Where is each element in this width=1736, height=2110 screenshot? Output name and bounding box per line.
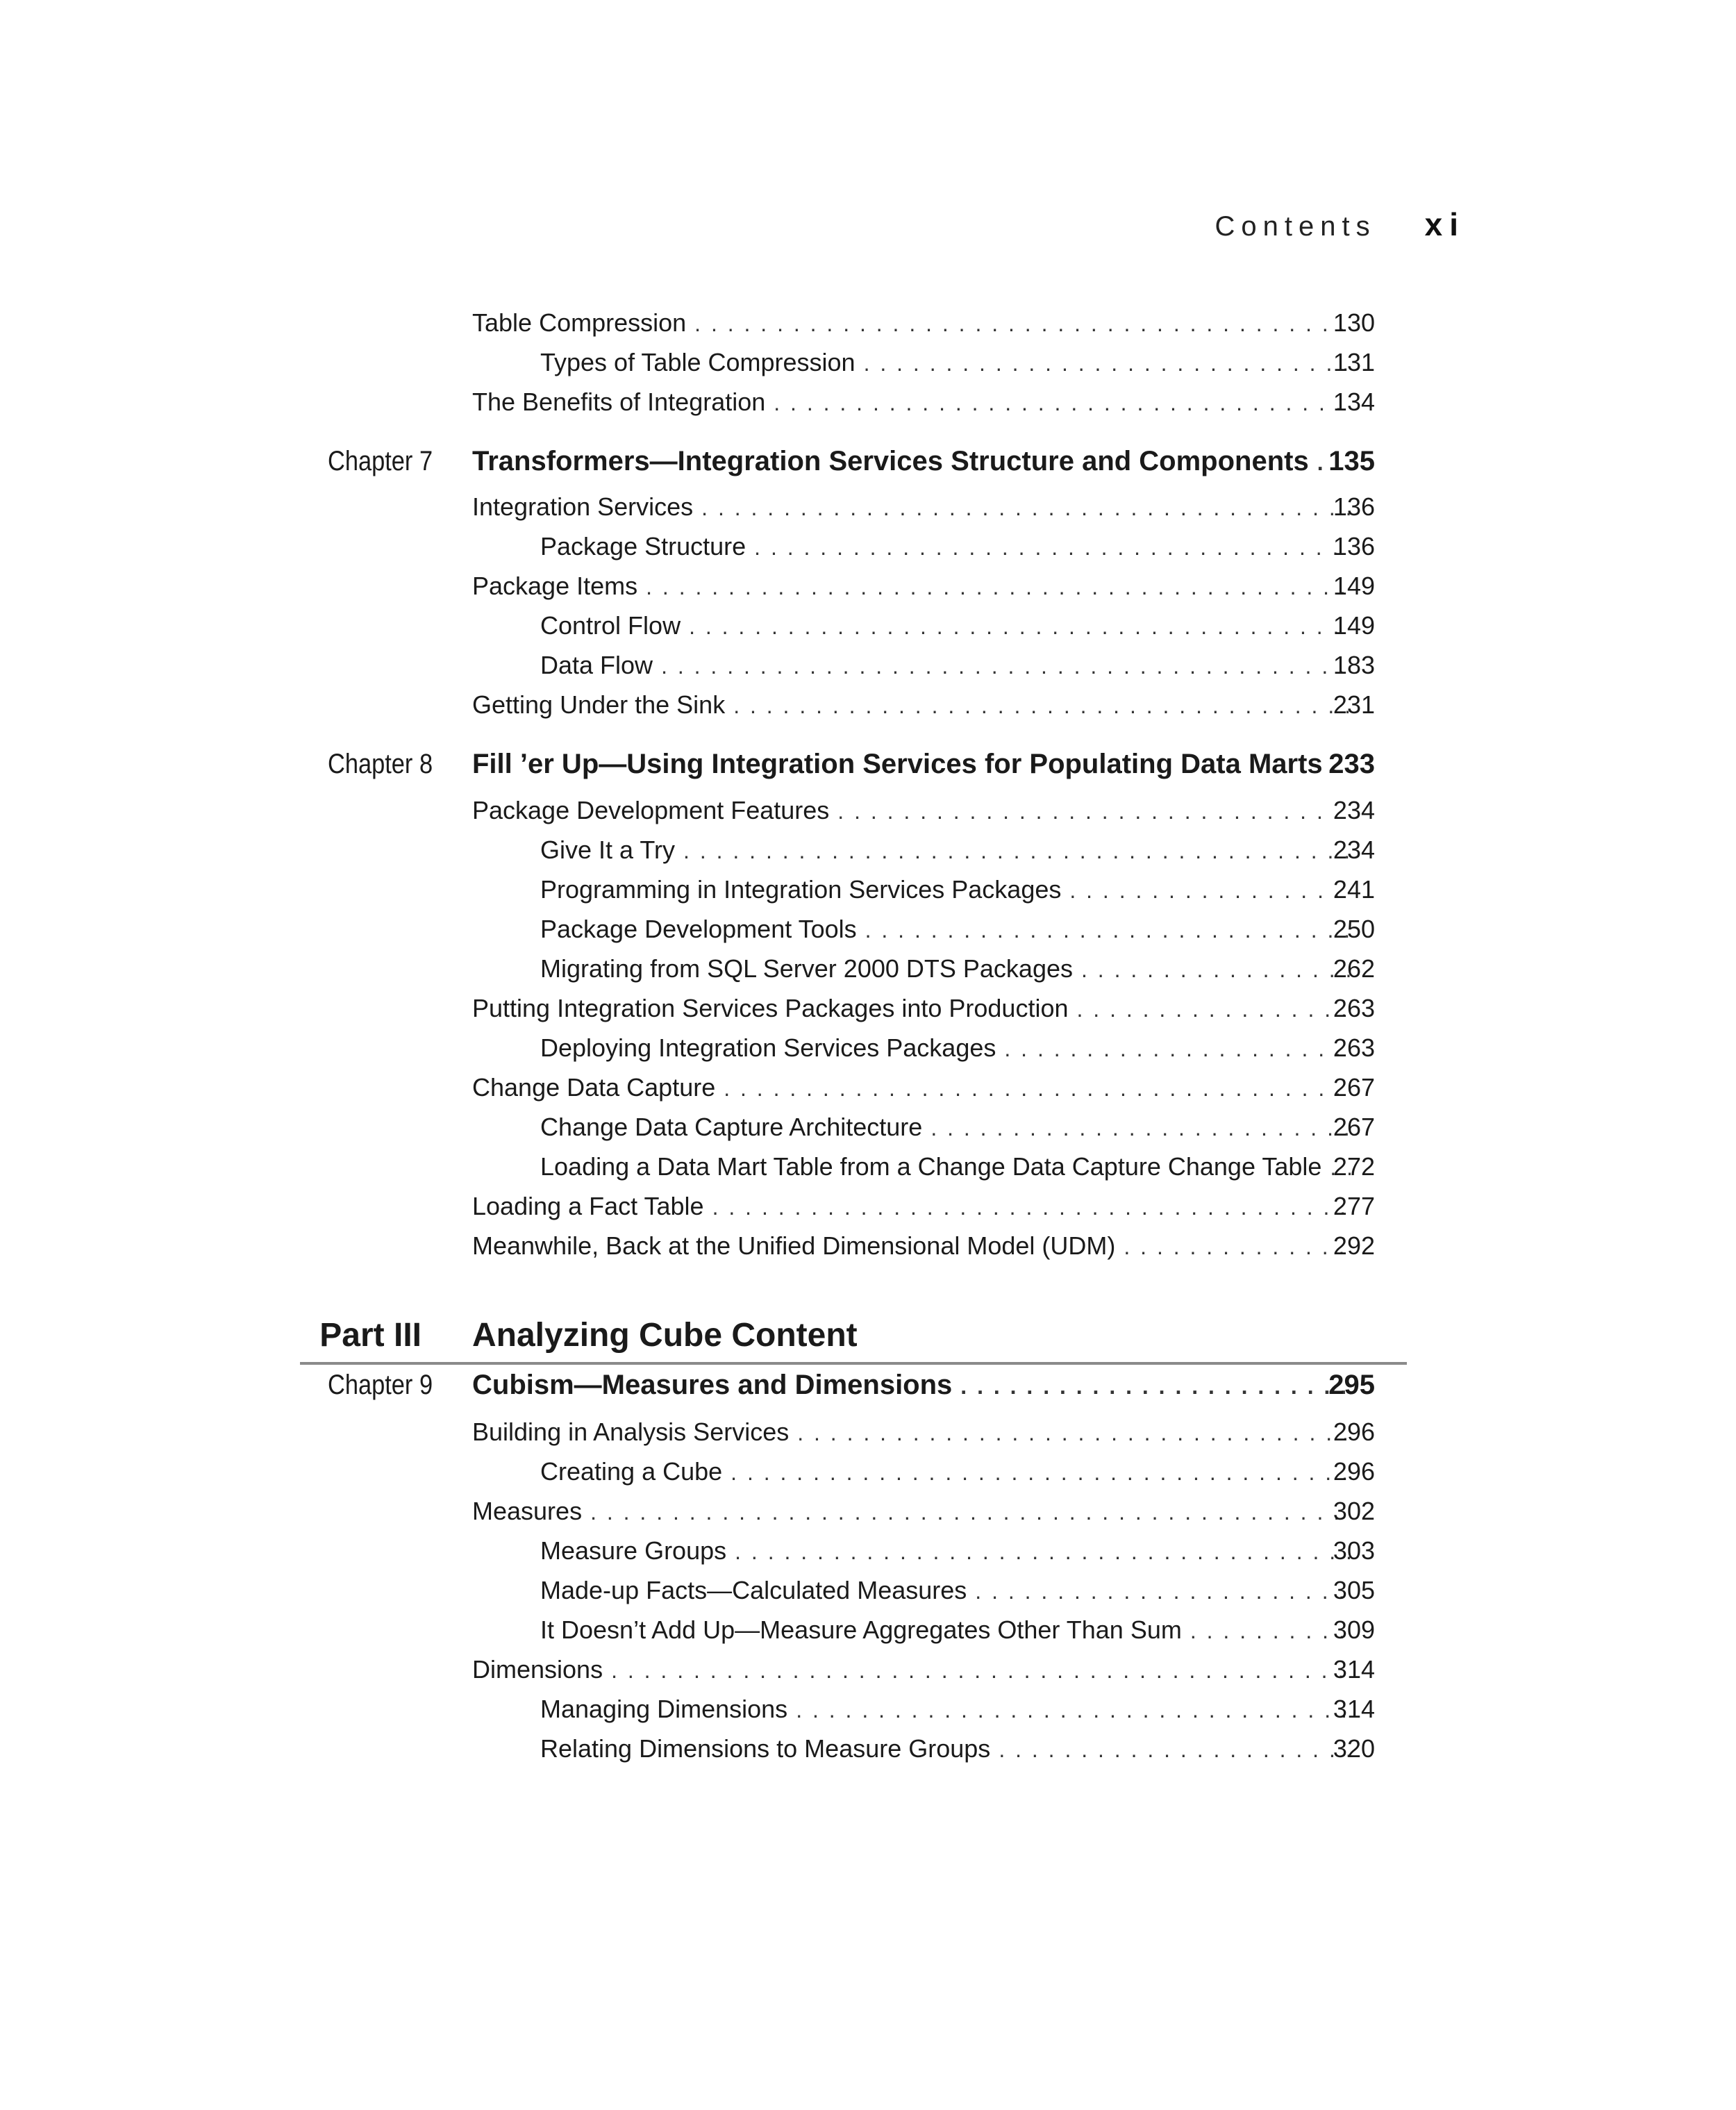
entry-page-number: 131 xyxy=(1333,348,1375,376)
toc-entry[interactable] xyxy=(0,383,1736,422)
dot-leader xyxy=(722,1453,1351,1491)
entry-text-wrap xyxy=(540,1531,1351,1570)
section-title: Types of Table Compression xyxy=(540,348,856,376)
running-head-title: Contents xyxy=(1215,211,1376,242)
dot-leader xyxy=(653,647,1351,685)
entry-text-wrap xyxy=(540,1108,1351,1147)
entry-page-number: 149 xyxy=(1333,572,1375,600)
section-title: Package Development Features xyxy=(472,796,830,824)
dot-leader xyxy=(856,344,1351,382)
entry-text-wrap xyxy=(540,1611,1351,1650)
dot-leader xyxy=(681,607,1351,645)
section-title: Package Items xyxy=(472,572,638,600)
entry-page-number: 136 xyxy=(1333,532,1375,560)
toc-entry[interactable] xyxy=(0,949,1736,988)
entry-page-number: 134 xyxy=(1333,388,1375,416)
entry-page-number: 295 xyxy=(1328,1370,1375,1400)
entry-page-number: 267 xyxy=(1333,1073,1375,1102)
dot-leader xyxy=(829,792,1351,830)
dot-leader xyxy=(952,1367,1351,1404)
toc-entry[interactable] xyxy=(0,1650,1736,1689)
toc-entry[interactable] xyxy=(0,1147,1736,1186)
section-title: Putting Integration Services Packages into Production xyxy=(472,994,1069,1022)
dot-leader xyxy=(967,1572,1351,1610)
entry-text-wrap xyxy=(472,1068,1351,1107)
entry-page-number: 296 xyxy=(1333,1418,1375,1446)
entry-page-number: 292 xyxy=(1333,1231,1375,1260)
entry-text-wrap xyxy=(540,606,1351,645)
section-title: Data Flow xyxy=(540,651,653,679)
chapter-label: Chapter 8 xyxy=(328,749,433,779)
dot-leader xyxy=(582,1493,1351,1531)
toc-entry[interactable] xyxy=(0,989,1736,1028)
section-title: Control Flow xyxy=(540,611,681,640)
toc-chapter-entry[interactable] xyxy=(0,1365,1736,1404)
entry-text-wrap xyxy=(472,304,1351,342)
entry-page-number: 136 xyxy=(1333,492,1375,521)
toc-entry[interactable] xyxy=(0,870,1736,909)
entry-text-wrap xyxy=(540,1571,1351,1610)
dot-leader xyxy=(789,1413,1351,1452)
entry-page-number: 250 xyxy=(1333,915,1375,943)
entry-page-number: 296 xyxy=(1333,1457,1375,1486)
toc-entry[interactable] xyxy=(0,1187,1736,1226)
entry-text-wrap xyxy=(472,383,1351,422)
dot-leader xyxy=(715,1069,1351,1107)
entry-page-number: 263 xyxy=(1333,1033,1375,1062)
dot-leader xyxy=(746,528,1351,566)
section-title: Managing Dimensions xyxy=(540,1695,788,1723)
entry-text-wrap xyxy=(472,1492,1351,1531)
section-title: Relating Dimensions to Measure Groups xyxy=(540,1734,991,1763)
chapter-title: Fill ’er Up—Using Integration Services for Populating Data Marts xyxy=(472,749,1323,779)
dot-leader xyxy=(693,488,1351,526)
section-title: Integration Services xyxy=(472,492,694,521)
toc-entry[interactable] xyxy=(0,686,1736,724)
entry-page-number: 277 xyxy=(1333,1192,1375,1220)
toc-entry[interactable] xyxy=(0,304,1736,342)
dot-leader xyxy=(675,831,1351,870)
entry-page-number: 234 xyxy=(1333,796,1375,824)
toc-chapter-entry[interactable] xyxy=(0,442,1736,481)
toc-entry[interactable] xyxy=(0,1611,1736,1650)
entry-text-wrap xyxy=(472,488,1351,526)
entry-text-wrap xyxy=(540,1029,1351,1068)
entry-page-number: 183 xyxy=(1333,651,1375,679)
dot-leader xyxy=(637,567,1351,606)
section-title: Creating a Cube xyxy=(540,1457,723,1486)
toc-entry[interactable] xyxy=(0,488,1736,526)
entry-page-number: 149 xyxy=(1333,611,1375,640)
part-heading xyxy=(300,1310,1405,1361)
entry-text-wrap xyxy=(472,745,1351,783)
entry-text-wrap xyxy=(540,527,1351,566)
section-title: Change Data Capture Architecture xyxy=(540,1113,923,1141)
dot-leader xyxy=(726,1532,1351,1570)
dot-leader xyxy=(996,1029,1351,1068)
section-title: The Benefits of Integration xyxy=(472,388,766,416)
entry-page-number: 314 xyxy=(1333,1695,1375,1723)
entry-text-wrap xyxy=(472,1227,1351,1265)
entry-text-wrap xyxy=(540,1690,1351,1729)
entry-text-wrap xyxy=(472,442,1351,481)
entry-text-wrap xyxy=(472,567,1351,606)
dot-leader xyxy=(857,911,1351,949)
entry-page-number: 262 xyxy=(1333,954,1375,983)
part-title: Analyzing Cube Content xyxy=(472,1317,858,1354)
entry-text-wrap xyxy=(540,870,1351,909)
dot-leader xyxy=(1069,990,1351,1028)
entry-page-number: 130 xyxy=(1333,308,1375,337)
section-title: Measures xyxy=(472,1497,583,1525)
toc-chapter-entry[interactable] xyxy=(0,745,1736,783)
entry-text-wrap xyxy=(472,686,1351,724)
toc-entry[interactable] xyxy=(0,1068,1736,1107)
section-title: Deploying Integration Services Packages xyxy=(540,1033,996,1062)
entry-text-wrap xyxy=(540,910,1351,949)
toc-entry[interactable] xyxy=(0,527,1736,566)
dot-leader xyxy=(704,1188,1351,1226)
entry-text-wrap xyxy=(472,1365,1351,1404)
entry-text-wrap xyxy=(540,1452,1351,1491)
entry-text-wrap xyxy=(540,949,1351,988)
dot-leader xyxy=(603,1651,1351,1689)
toc-entry[interactable] xyxy=(0,646,1736,685)
section-title: Loading a Fact Table xyxy=(472,1192,704,1220)
dot-leader xyxy=(686,304,1351,342)
entry-page-number: 303 xyxy=(1333,1536,1375,1565)
entry-text-wrap xyxy=(540,343,1351,382)
toc-entry[interactable] xyxy=(0,831,1736,870)
page-number: xi xyxy=(1424,206,1465,242)
entry-text-wrap xyxy=(472,1413,1351,1452)
toc-entry[interactable] xyxy=(0,1492,1736,1531)
entry-page-number: 241 xyxy=(1333,875,1375,904)
entry-page-number: 135 xyxy=(1328,446,1375,476)
entry-text-wrap xyxy=(540,1729,1351,1768)
section-title: Building in Analysis Services xyxy=(472,1418,790,1446)
dot-leader xyxy=(1115,1227,1351,1265)
toc-entry[interactable] xyxy=(0,1690,1736,1729)
section-title: Loading a Data Mart Table from a Change Data Capture Change Table xyxy=(540,1152,1322,1181)
toc-entry[interactable] xyxy=(0,1452,1736,1491)
section-title: Dimensions xyxy=(472,1655,603,1684)
toc-entry[interactable] xyxy=(0,343,1736,382)
section-title: Package Structure xyxy=(540,532,746,560)
entry-page-number: 263 xyxy=(1333,994,1375,1022)
dot-leader xyxy=(787,1691,1351,1729)
dot-leader xyxy=(725,686,1351,724)
entry-text-wrap xyxy=(472,791,1351,830)
entry-page-number: 233 xyxy=(1328,749,1375,779)
chapter-label: Chapter 9 xyxy=(328,1370,433,1400)
toc-entry[interactable] xyxy=(0,910,1736,949)
section-title: Measure Groups xyxy=(540,1536,727,1565)
toc-entry[interactable] xyxy=(0,1227,1736,1265)
running-head xyxy=(1215,206,1465,247)
section-title: Getting Under the Sink xyxy=(472,690,726,719)
entry-page-number: 305 xyxy=(1333,1576,1375,1604)
entry-text-wrap xyxy=(472,989,1351,1028)
entry-page-number: 272 xyxy=(1333,1152,1375,1181)
dot-leader xyxy=(1061,871,1351,909)
entry-text-wrap xyxy=(472,1187,1351,1226)
section-title: Table Compression xyxy=(472,308,687,337)
section-title: It Doesn’t Add Up—Measure Aggregates Other Than Sum xyxy=(540,1615,1182,1644)
entry-text-wrap xyxy=(540,831,1351,870)
toc-entry[interactable] xyxy=(0,1413,1736,1452)
chapter-title: Transformers—Integration Services Structure and Components xyxy=(472,446,1309,476)
dot-leader xyxy=(1182,1611,1351,1650)
toc-entry[interactable] xyxy=(0,1571,1736,1610)
section-title: Change Data Capture xyxy=(472,1073,716,1102)
part-rule xyxy=(300,1362,1407,1365)
dot-leader xyxy=(765,383,1351,422)
toc-entry[interactable] xyxy=(0,1108,1736,1147)
entry-page-number: 309 xyxy=(1333,1615,1375,1644)
toc-entry[interactable] xyxy=(0,1531,1736,1570)
chapter-label: Chapter 7 xyxy=(328,446,433,476)
section-title: Migrating from SQL Server 2000 DTS Packages xyxy=(540,954,1073,983)
dot-leader xyxy=(922,1108,1351,1147)
toc-entry[interactable] xyxy=(0,1729,1736,1768)
toc-entry[interactable] xyxy=(0,791,1736,830)
entry-page-number: 320 xyxy=(1333,1734,1375,1763)
entry-page-number: 234 xyxy=(1333,836,1375,864)
dot-leader xyxy=(1073,950,1351,988)
part-label: Part III xyxy=(319,1317,422,1354)
section-title: Meanwhile, Back at the Unified Dimensional Model (UDM) xyxy=(472,1231,1116,1260)
toc-entry[interactable] xyxy=(0,606,1736,645)
entry-page-number: 267 xyxy=(1333,1113,1375,1141)
entry-text-wrap xyxy=(472,1650,1351,1689)
dot-leader xyxy=(990,1730,1351,1768)
chapter-title: Cubism—Measures and Dimensions xyxy=(472,1370,953,1400)
toc-entry[interactable] xyxy=(0,1029,1736,1068)
section-title: Give It a Try xyxy=(540,836,676,864)
entry-text-wrap xyxy=(540,1147,1351,1186)
entry-page-number: 302 xyxy=(1333,1497,1375,1525)
section-title: Programming in Integration Services Packages xyxy=(540,875,1062,904)
section-title: Package Development Tools xyxy=(540,915,857,943)
entry-text-wrap xyxy=(540,646,1351,685)
entry-page-number: 314 xyxy=(1333,1655,1375,1684)
entry-page-number: 231 xyxy=(1333,690,1375,719)
section-title: Made-up Facts—Calculated Measures xyxy=(540,1576,967,1604)
toc-entry[interactable] xyxy=(0,567,1736,606)
